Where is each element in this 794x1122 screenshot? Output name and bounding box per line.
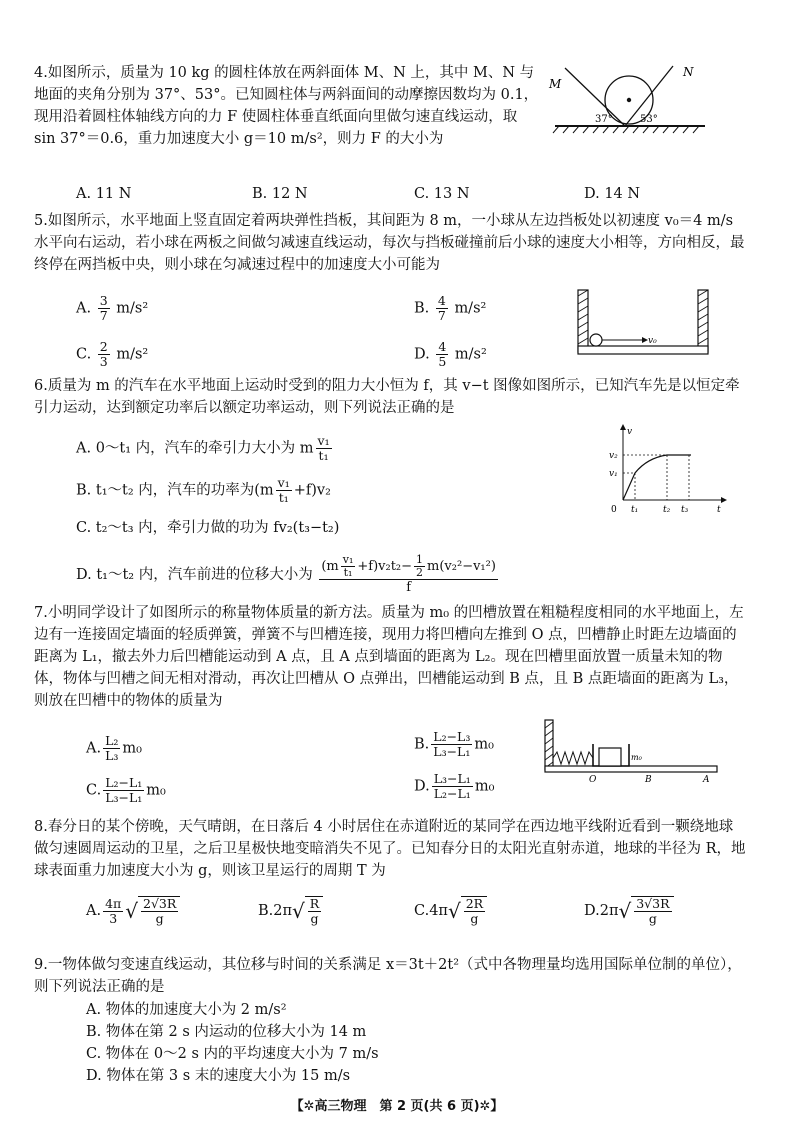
q6-vt-figure: [603, 422, 728, 514]
q4-option-c: C. 13 N: [414, 186, 470, 202]
q6-option-b: B. t₁～t₂ 内，汽车的功率为(m $\frac{\text{v₁}}{\text{t₁}}$ +f)v₂: [76, 475, 331, 505]
q5-option-b: B. $\frac{4}{7}$ m/s²: [414, 293, 487, 323]
point-b: B: [645, 775, 652, 784]
m0-label: m₀: [631, 753, 642, 762]
tick-t1: t₁: [631, 505, 639, 514]
q8-option-b: B. 2π √ $\frac{R}{g}$: [258, 896, 323, 926]
tick-v1: v₁: [609, 469, 618, 479]
q7-option-c: C. $\frac{\text{L₂−L₁}}{\text{L₃−L₁}}$ m₀: [86, 775, 166, 805]
q7-option-a: A. $\frac{\text{L₂}}{\text{L₃}}$ m₀: [86, 733, 142, 763]
q9-option-c: C. 物体在 0～2 s 内的平均速度大小为 7 m/s: [86, 1046, 379, 1062]
q4-figure: [545, 58, 715, 138]
origin: 0: [611, 505, 617, 514]
q8-stem: 8.春分日的某个傍晚，天气晴朗，在日落后 4 小时居住在赤道附近的某同学在西边地平线附近看到一颗绕地球做匀速圆周运动的卫星，之后卫星极快地变暗消失不见了。已知春分日的太阳光直射赤道，地球的半径为 R，地球表面重力加速度大小为 g，则该卫星运行的周期 T 为: [34, 819, 746, 879]
object-in-groove: [599, 748, 621, 766]
q6-option-a: A. 0～t₁ 内，汽车的牵引力大小为 m $\frac{\text{v₁}}{\text{t₁}}$: [76, 433, 330, 463]
q8-option-a: A. $\frac{4\pi}{3}$ √ $\frac{2√3R}{g}$: [86, 896, 180, 926]
label-n: N: [683, 65, 694, 79]
axis-t: t: [717, 505, 721, 514]
q4-option-d: D. 14 N: [584, 186, 641, 202]
q5-stem: 5.如图所示，水平地面上竖直固定着两块弹性挡板，其间距为 8 m，一小球从左边挡板处以初速度 v₀＝4 m/s水平向右运动，若小球在两板之间做匀减速直线运动，每次与挡板碰撞前后小球的速度大小相等，方向相反，最终停在两挡板中央，则小球在匀减速过程中的加速度大小可能为: [34, 213, 745, 273]
q4-stem: 4.如图所示，质量为 10 kg 的圆柱体放在两斜面体 M、N 上，其中 M、N 与地面的夹角分别为 37°、53°。已知圆柱体与两斜面间的动摩擦因数均为 0.1，现用沿着圆柱体轴线方向的力 F 使圆柱体垂直纸面向里做匀速直线运动，取 sin 37°＝0.6，重力加速度大小 g＝10 m/s²，则力 F 的大小为: [34, 65, 539, 147]
page-footer: 【✲高三物理 第 2 页(共 6 页)✲】: [290, 1099, 504, 1114]
label-m: M: [549, 77, 562, 91]
q5-figure: [574, 286, 714, 358]
q6-option-c: C. t₂～t₃ 内，牵引力做的功为 fv₂(t₃−t₂): [76, 520, 340, 536]
q9-option-b: B. 物体在第 2 s 内运动的位移大小为 14 m: [86, 1024, 367, 1040]
spring: [553, 752, 593, 764]
v0-label: v₀: [648, 336, 657, 346]
q9-option-a: A. 物体的加速度大小为 2 m/s²: [86, 1002, 287, 1018]
q7-option-b: B. $\frac{\text{L₂−L₃}}{\text{L₃−L₁}}$ m₀: [414, 729, 494, 759]
q5-option-a: A. $\frac{3}{7}$ m/s²: [76, 293, 149, 323]
ball: [590, 334, 602, 346]
q6-stem: 6.质量为 m 的汽车在水平地面上运动时受到的阻力大小恒为 f，其 v−t 图像如图所示，已知汽车先是以恒定牵引力运动，达到额定功率后以额定功率运动，则下列说法正确的是: [34, 378, 740, 416]
tick-t3: t₃: [681, 505, 689, 514]
tick-v2: v₂: [609, 451, 618, 461]
q8-option-d: D. 2π √ $\frac{3√3R}{g}$: [584, 896, 674, 926]
q4-option-a: A. 11 N: [76, 186, 132, 202]
q5-option-c: C. $\frac{2}{3}$ m/s²: [76, 339, 149, 369]
vt-curve: [623, 455, 691, 500]
q8-option-c: C. 4π √ $\frac{2R}{g}$: [414, 896, 487, 926]
point-a: A: [703, 775, 710, 784]
q5-option-d: D. $\frac{4}{5}$ m/s²: [414, 339, 487, 369]
point-o: O: [589, 775, 597, 784]
q7-stem: 7.小明同学设计了如图所示的称量物体质量的新方法。质量为 m₀ 的凹槽放置在粗糙程度相同的水平地面上，左边有一连接固定墙面的轻质弹簧，弹簧不与凹槽连接，现用力将凹槽向左推到 O 点，凹槽静止时距左边墙面的距离为 L₁，撤去外力后凹槽能运动到 A 点，且 A 点到墙面的距离为 L₂。现在凹槽里面放置一质量未知的物体，物体与凹槽之间无相对滑动，再次让凹槽从 O 点弹出，凹槽能运动到 B 点，且 B 点距墙面的距离为 L₃，则放在凹槽中的物体的质量为: [34, 605, 744, 709]
q7-figure: [543, 716, 721, 784]
q4-option-b: B. 12 N: [252, 186, 308, 202]
q6-option-d: D. t₁～t₂ 内，汽车前进的位移大小为 (m $\frac{\text{v₁}}{\text{t₁}}$ +f)v₂t₂− $\frac{1}{2}$ m(v₂²−v₁²) f: [76, 553, 496, 595]
tick-t2: t₂: [663, 505, 671, 514]
angle-53: 53°: [640, 114, 658, 125]
q7-option-d: D. $\frac{\text{L₃−L₁}}{\text{L₂−L₁}}$ m₀: [414, 771, 495, 801]
q9-option-d: D. 物体在第 3 s 末的速度大小为 15 m/s: [86, 1068, 351, 1084]
axis-v: v: [627, 427, 633, 437]
angle-37: 37°: [595, 114, 613, 125]
q9-stem: 9.一物体做匀变速直线运动，其位移与时间的关系满足 x＝3t＋2t²（式中各物理量均选用国际单位制的单位），则下列说法正确的是: [34, 957, 742, 995]
